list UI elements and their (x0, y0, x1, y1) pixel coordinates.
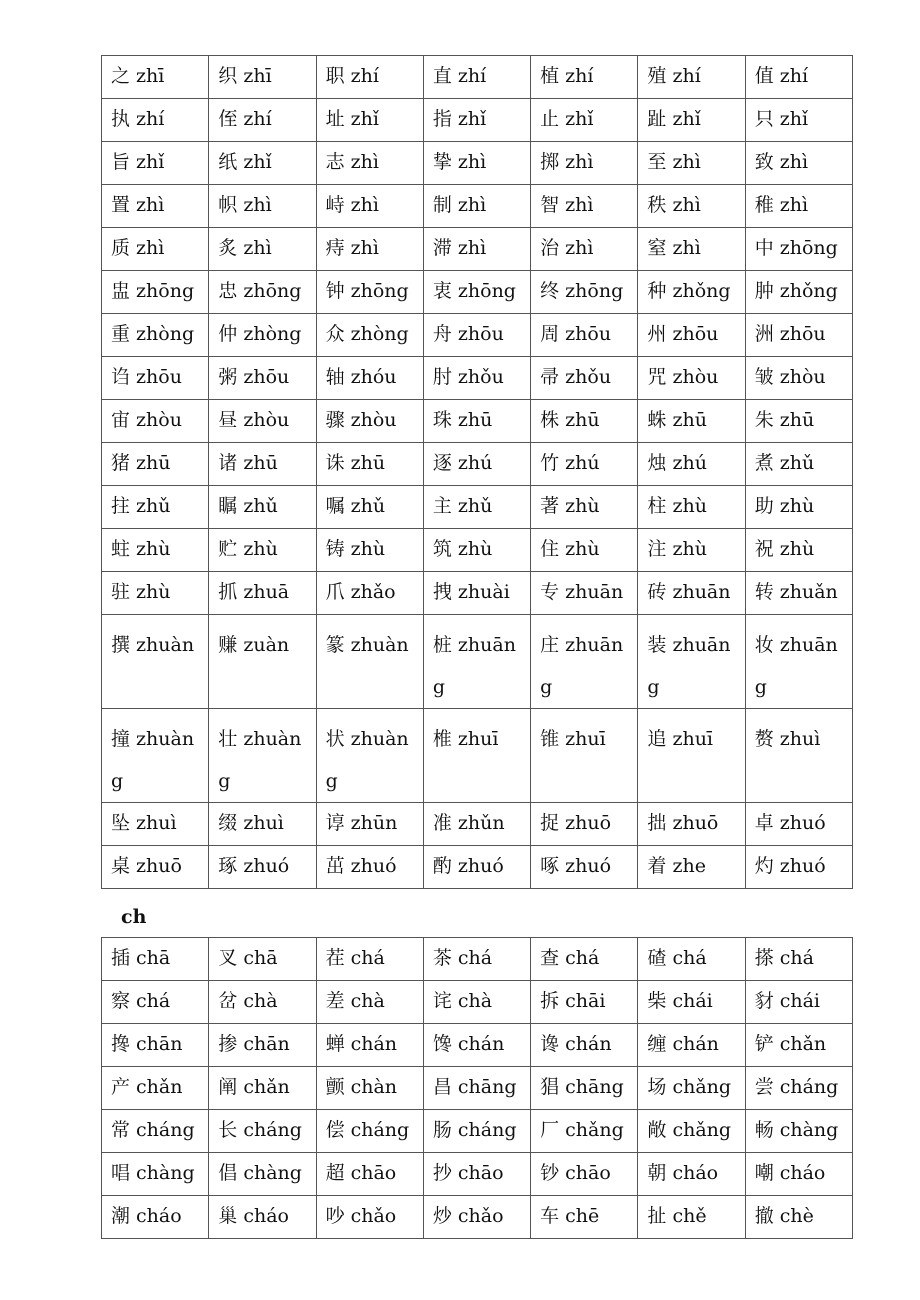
character-cell: 追 zhuī (638, 709, 745, 803)
table-row (102, 1196, 853, 1239)
character-cell: 筑 zhù (423, 529, 530, 572)
character-cell: 种 zhǒng (638, 271, 745, 314)
table-row (102, 572, 853, 615)
character-cell: 猪 zhū (102, 443, 209, 486)
character-cell: 职 zhí (316, 56, 423, 99)
character-cell: 抓 zhuā (209, 572, 316, 615)
character-cell: 桌 zhuō (102, 846, 209, 889)
character-cell: 畅 chàng (745, 1110, 852, 1153)
character-cell: 主 zhǔ (423, 486, 530, 529)
table-row (102, 314, 853, 357)
character-cell: 状 zhuàng (316, 709, 423, 803)
character-cell: 助 zhù (745, 486, 852, 529)
character-cell: 肘 zhǒu (423, 357, 530, 400)
character-cell: 轴 zhóu (316, 357, 423, 400)
character-cell: 祝 zhù (745, 529, 852, 572)
character-cell: 贮 zhù (209, 529, 316, 572)
character-cell: 产 chǎn (102, 1067, 209, 1110)
table-row (102, 99, 853, 142)
character-cell: 驻 zhù (102, 572, 209, 615)
character-cell: 逐 zhú (423, 443, 530, 486)
character-cell: 撰 zhuàn (102, 615, 209, 709)
character-cell: 馋 chán (423, 1024, 530, 1067)
character-cell: 猖 chāng (531, 1067, 638, 1110)
character-cell: 昼 zhòu (209, 400, 316, 443)
character-cell: 重 zhòng (102, 314, 209, 357)
character-cell: 舟 zhōu (423, 314, 530, 357)
character-cell: 之 zhī (102, 56, 209, 99)
character-cell: 察 chá (102, 981, 209, 1024)
character-cell: 灼 zhuó (745, 846, 852, 889)
table-row (102, 142, 853, 185)
character-cell: 置 zhì (102, 185, 209, 228)
character-cell: 执 zhí (102, 99, 209, 142)
character-cell: 滞 zhì (423, 228, 530, 271)
character-cell: 尝 cháng (745, 1067, 852, 1110)
section-heading-ch: ch (121, 906, 147, 928)
character-cell: 啄 zhuó (531, 846, 638, 889)
character-cell: 著 zhù (531, 486, 638, 529)
character-cell: 诧 chà (423, 981, 530, 1024)
character-cell: 炙 zhì (209, 228, 316, 271)
character-cell: 终 zhōng (531, 271, 638, 314)
character-cell: 转 zhuǎn (745, 572, 852, 615)
character-cell: 粥 zhōu (209, 357, 316, 400)
character-cell: 坠 zhuì (102, 803, 209, 846)
character-cell: 抄 chāo (423, 1153, 530, 1196)
character-cell: 倡 chàng (209, 1153, 316, 1196)
character-cell: 查 chá (531, 938, 638, 981)
character-cell: 肠 cháng (423, 1110, 530, 1153)
character-cell: 潮 cháo (102, 1196, 209, 1239)
character-cell: 殖 zhí (638, 56, 745, 99)
character-cell: 敞 chǎng (638, 1110, 745, 1153)
table-row (102, 228, 853, 271)
character-cell: 州 zhōu (638, 314, 745, 357)
character-cell: 唱 chàng (102, 1153, 209, 1196)
character-cell: 捉 zhuō (531, 803, 638, 846)
character-cell: 酌 zhuó (423, 846, 530, 889)
character-cell: 诛 zhū (316, 443, 423, 486)
zh-pinyin-table (101, 55, 853, 889)
character-cell: 痔 zhì (316, 228, 423, 271)
character-cell: 准 zhǔn (423, 803, 530, 846)
character-cell: 赚 zuàn (209, 615, 316, 709)
character-cell: 嘱 zhǔ (316, 486, 423, 529)
character-cell: 盅 zhōng (102, 271, 209, 314)
table-row (102, 803, 853, 846)
character-cell: 洲 zhōu (745, 314, 852, 357)
character-cell: 周 zhōu (531, 314, 638, 357)
character-cell: 趾 zhǐ (638, 99, 745, 142)
character-cell: 蝉 chán (316, 1024, 423, 1067)
character-cell: 稚 zhì (745, 185, 852, 228)
table-row (102, 185, 853, 228)
character-cell: 扯 chě (638, 1196, 745, 1239)
character-cell: 爪 zhǎo (316, 572, 423, 615)
character-cell: 植 zhí (531, 56, 638, 99)
character-cell: 锥 zhuī (531, 709, 638, 803)
character-cell: 拆 chāi (531, 981, 638, 1024)
character-cell: 株 zhū (531, 400, 638, 443)
character-cell: 琢 zhuó (209, 846, 316, 889)
table-row (102, 981, 853, 1024)
character-cell: 指 zhǐ (423, 99, 530, 142)
character-cell: 帜 zhì (209, 185, 316, 228)
character-cell: 缠 chán (638, 1024, 745, 1067)
character-cell: 朝 cháo (638, 1153, 745, 1196)
character-cell: 吵 chǎo (316, 1196, 423, 1239)
character-cell: 中 zhōng (745, 228, 852, 271)
character-cell: 至 zhì (638, 142, 745, 185)
character-cell: 仲 zhòng (209, 314, 316, 357)
character-cell: 只 zhǐ (745, 99, 852, 142)
table-row (102, 486, 853, 529)
table-row (102, 400, 853, 443)
character-cell: 岔 chà (209, 981, 316, 1024)
character-cell: 篆 zhuàn (316, 615, 423, 709)
character-cell: 志 zhì (316, 142, 423, 185)
character-cell: 装 zhuāng (638, 615, 745, 709)
character-cell: 拄 zhǔ (102, 486, 209, 529)
character-cell: 掺 chān (209, 1024, 316, 1067)
character-cell: 质 zhì (102, 228, 209, 271)
character-cell: 茶 chá (423, 938, 530, 981)
character-cell: 车 chē (531, 1196, 638, 1239)
character-cell: 骤 zhòu (316, 400, 423, 443)
character-cell: 铲 chǎn (745, 1024, 852, 1067)
character-cell: 场 chǎng (638, 1067, 745, 1110)
table-row (102, 1153, 853, 1196)
character-cell: 着 zhe (638, 846, 745, 889)
character-cell: 搀 chān (102, 1024, 209, 1067)
character-cell: 址 zhǐ (316, 99, 423, 142)
table-row (102, 1024, 853, 1067)
character-cell: 蛛 zhū (638, 400, 745, 443)
character-cell: 众 zhòng (316, 314, 423, 357)
character-cell: 智 zhì (531, 185, 638, 228)
character-cell: 制 zhì (423, 185, 530, 228)
character-cell: 柱 zhù (638, 486, 745, 529)
character-cell: 铸 zhù (316, 529, 423, 572)
character-cell: 妆 zhuāng (745, 615, 852, 709)
character-cell: 搽 chá (745, 938, 852, 981)
character-cell: 柴 chái (638, 981, 745, 1024)
table-row (102, 271, 853, 314)
character-cell: 帚 zhǒu (531, 357, 638, 400)
character-cell: 撤 chè (745, 1196, 852, 1239)
character-cell: 颤 chàn (316, 1067, 423, 1110)
character-cell: 峙 zhì (316, 185, 423, 228)
character-cell: 巢 cháo (209, 1196, 316, 1239)
character-cell: 注 zhù (638, 529, 745, 572)
character-cell: 侄 zhí (209, 99, 316, 142)
character-cell: 竹 zhú (531, 443, 638, 486)
character-cell: 纸 zhǐ (209, 142, 316, 185)
character-cell: 衷 zhōng (423, 271, 530, 314)
character-cell: 插 chā (102, 938, 209, 981)
character-cell: 蛀 zhù (102, 529, 209, 572)
character-cell: 瞩 zhǔ (209, 486, 316, 529)
character-cell: 钟 zhōng (316, 271, 423, 314)
character-cell: 朱 zhū (745, 400, 852, 443)
character-cell: 旨 zhǐ (102, 142, 209, 185)
character-cell: 咒 zhòu (638, 357, 745, 400)
character-cell: 茁 zhuó (316, 846, 423, 889)
character-cell: 椎 zhuī (423, 709, 530, 803)
character-cell: 专 zhuān (531, 572, 638, 615)
table-row (102, 529, 853, 572)
character-cell: 皱 zhòu (745, 357, 852, 400)
character-cell: 致 zhì (745, 142, 852, 185)
character-cell: 卓 zhuó (745, 803, 852, 846)
character-cell: 赘 zhuì (745, 709, 852, 803)
character-cell: 拽 zhuài (423, 572, 530, 615)
character-cell: 煮 zhǔ (745, 443, 852, 486)
character-cell: 窒 zhì (638, 228, 745, 271)
character-cell: 肿 zhǒng (745, 271, 852, 314)
character-cell: 阐 chǎn (209, 1067, 316, 1110)
character-cell: 谆 zhūn (316, 803, 423, 846)
character-cell: 诌 zhōu (102, 357, 209, 400)
ch-pinyin-table (101, 937, 853, 1239)
table-row (102, 56, 853, 99)
character-cell: 厂 chǎng (531, 1110, 638, 1153)
character-cell: 长 cháng (209, 1110, 316, 1153)
character-cell: 撞 zhuàng (102, 709, 209, 803)
table-row (102, 357, 853, 400)
character-cell: 止 zhǐ (531, 99, 638, 142)
character-cell: 治 zhì (531, 228, 638, 271)
character-cell: 庄 zhuāng (531, 615, 638, 709)
character-cell: 掷 zhì (531, 142, 638, 185)
character-cell: 昌 chāng (423, 1067, 530, 1110)
character-cell: 织 zhī (209, 56, 316, 99)
character-cell: 碴 chá (638, 938, 745, 981)
character-cell: 缀 zhuì (209, 803, 316, 846)
character-cell: 值 zhí (745, 56, 852, 99)
table-row (102, 615, 853, 709)
character-cell: 豺 chái (745, 981, 852, 1024)
character-cell: 烛 zhú (638, 443, 745, 486)
character-cell: 叉 chā (209, 938, 316, 981)
character-cell: 诸 zhū (209, 443, 316, 486)
table-row (102, 443, 853, 486)
character-cell: 住 zhù (531, 529, 638, 572)
character-cell: 宙 zhòu (102, 400, 209, 443)
character-cell: 钞 chāo (531, 1153, 638, 1196)
table-row (102, 1110, 853, 1153)
table-row (102, 1067, 853, 1110)
character-cell: 忠 zhōng (209, 271, 316, 314)
character-cell: 直 zhí (423, 56, 530, 99)
table-row (102, 938, 853, 981)
table-row (102, 709, 853, 803)
character-cell: 挚 zhì (423, 142, 530, 185)
character-cell: 嘲 cháo (745, 1153, 852, 1196)
character-cell: 差 chà (316, 981, 423, 1024)
character-cell: 茬 chá (316, 938, 423, 981)
character-cell: 拙 zhuō (638, 803, 745, 846)
character-cell: 桩 zhuāng (423, 615, 530, 709)
character-cell: 炒 chǎo (423, 1196, 530, 1239)
character-cell: 谗 chán (531, 1024, 638, 1067)
character-cell: 壮 zhuàng (209, 709, 316, 803)
character-cell: 砖 zhuān (638, 572, 745, 615)
table-row (102, 846, 853, 889)
character-cell: 常 cháng (102, 1110, 209, 1153)
character-cell: 偿 cháng (316, 1110, 423, 1153)
character-cell: 珠 zhū (423, 400, 530, 443)
character-cell: 超 chāo (316, 1153, 423, 1196)
character-cell: 秩 zhì (638, 185, 745, 228)
